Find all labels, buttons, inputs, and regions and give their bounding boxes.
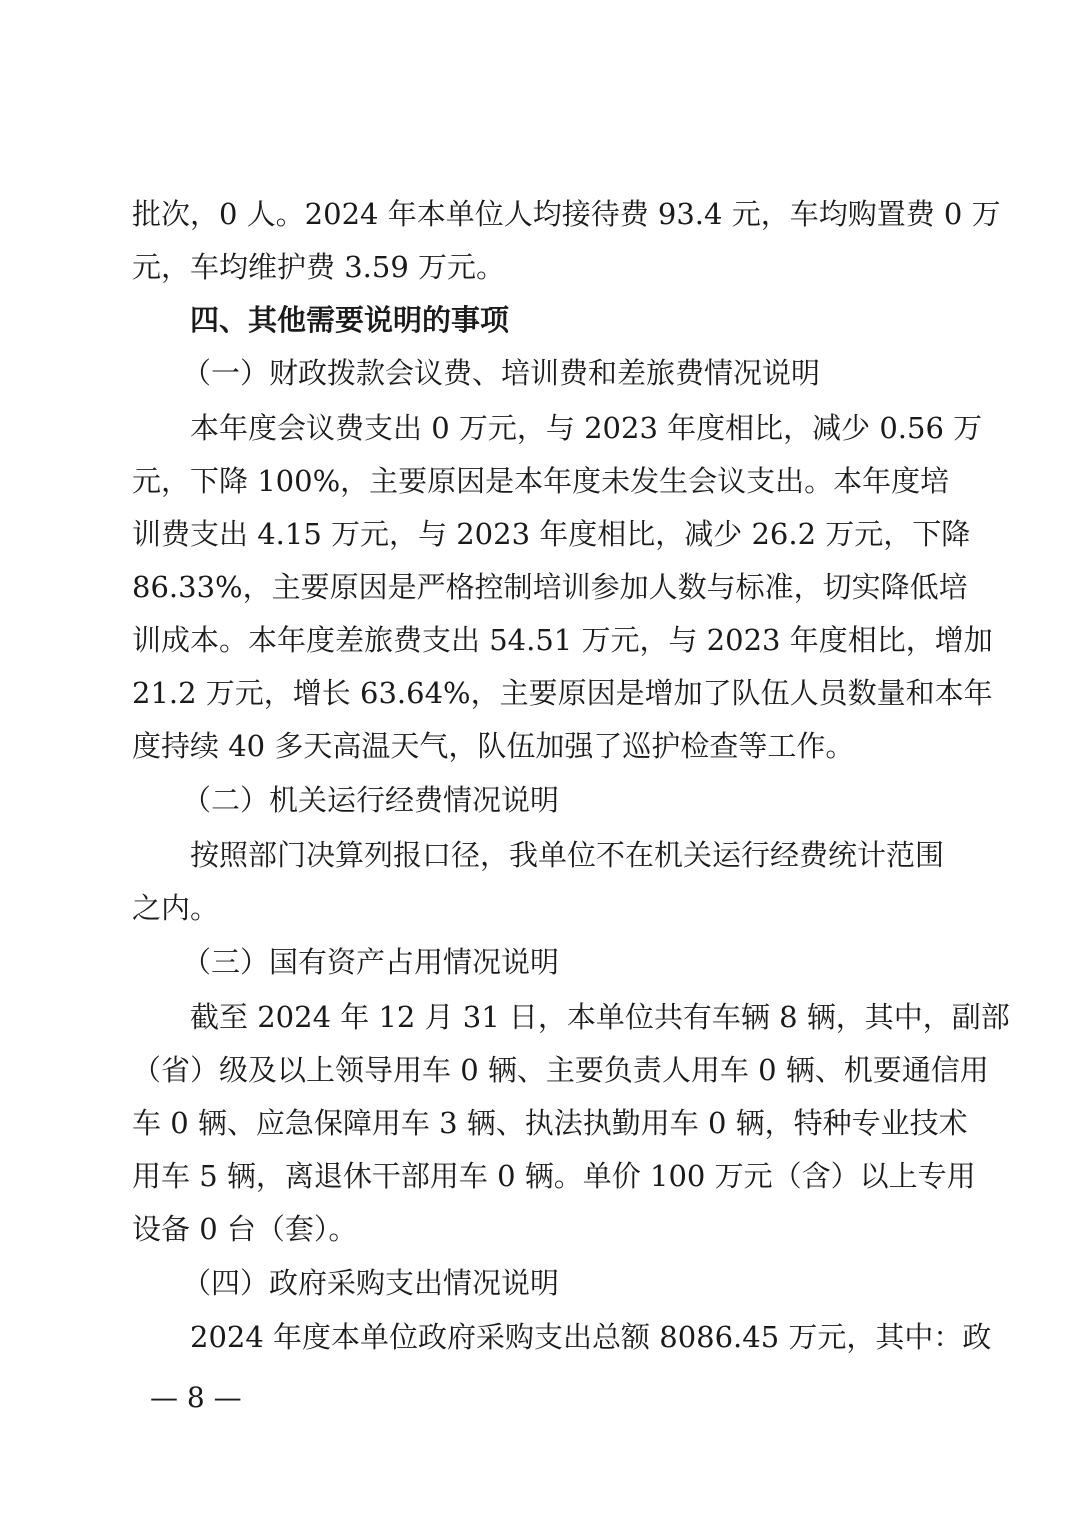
section-heading: 四、其他需要说明的事项 [190,303,510,337]
paragraph-line: 之内。 [132,891,220,925]
subsection-heading: （三）国有资产占用情况说明 [182,945,560,979]
paragraph-line: 元，车均维护费 3.59 万元。 [132,250,506,284]
paragraph-line: 设备 0 台（套）。 [132,1212,358,1246]
paragraph-line: 批次，0 人。2024 年本单位人均接待费 93.4 元，车均购置费 0 万 [132,197,1001,231]
paragraph-line: 21.2 万元，增长 63.64%，主要原因是增加了队伍人员数量和本年 [132,676,993,710]
paragraph-line: 按照部门决算列报口径，我单位不在机关运行经费统计范围 [190,838,945,872]
paragraph-line: 2024 年度本单位政府采购支出总额 8086.45 万元，其中：政 [190,1320,992,1354]
paragraph-line: 本年度会议费支出 0 万元，与 2023 年度相比，减少 0.56 万 [190,411,983,445]
paragraph-line: 车 0 辆、应急保障用车 3 辆、执法执勤用车 0 辆，特种专业技术 [132,1106,968,1140]
page-number: — 8 — [150,1381,242,1414]
paragraph-line: 训费支出 4.15 万元，与 2023 年度相比，减少 26.2 万元，下降 [132,517,971,551]
subsection-heading: （一）财政拨款会议费、培训费和差旅费情况说明 [182,356,821,390]
subsection-heading: （四）政府采购支出情况说明 [182,1266,560,1300]
paragraph-line: （省）级及以上领导用车 0 辆、主要负责人用车 0 辆、机要通信用 [132,1053,989,1087]
paragraph-line: 训成本。本年度差旅费支出 54.51 万元，与 2023 年度相比，增加 [132,623,993,657]
paragraph-line: 元，下降 100%，主要原因是本年度未发生会议支出。本年度培 [132,464,950,498]
paragraph-line: 度持续 40 多天高温天气，队伍加强了巡护检查等工作。 [132,729,855,763]
paragraph-line: 用车 5 辆，离退休干部用车 0 辆。单价 100 万元（含）以上专用 [132,1159,976,1193]
paragraph-line: 截至 2024 年 12 月 31 日，本单位共有车辆 8 辆，其中，副部 [190,1000,1010,1034]
subsection-heading: （二）机关运行经费情况说明 [182,783,560,817]
paragraph-line: 86.33%，主要原因是严格控制培训参加人数与标准，切实降低培 [132,570,968,604]
